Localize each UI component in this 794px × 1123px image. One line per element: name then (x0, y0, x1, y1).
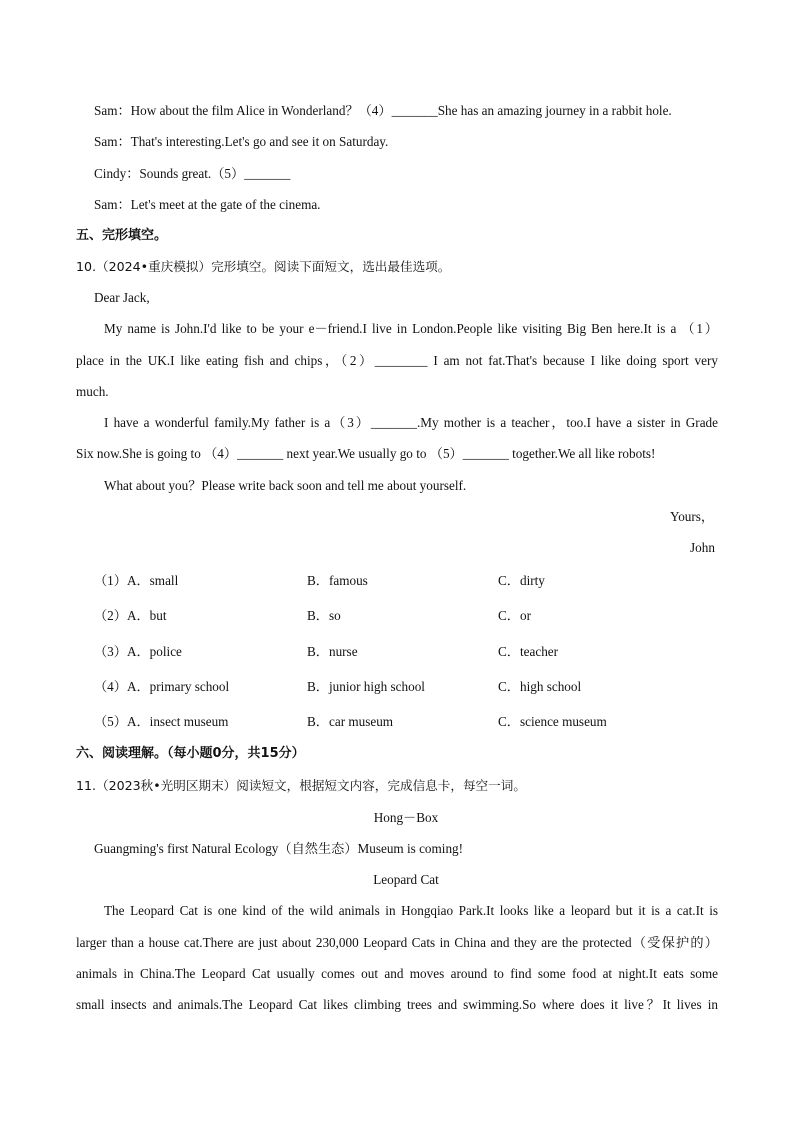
option-2-b: B．so (307, 608, 341, 623)
letter-para1-line1: My name is John.I'd like to be your e－friend.I live in London.People like visiting Big Ben here.It is a （1） (104, 321, 718, 336)
letter-para2-line2: Six now.She is going to （4）_______ next year.We usually go to （5）_______ together.We all like robots! (76, 446, 656, 461)
option-4-c: C．high school (498, 679, 582, 694)
passage-section-title: Leopard Cat (373, 872, 439, 887)
passage-line-4: small insects and animals.The Leopard Cat likes climbing trees and swimming.So where does it live？It lives in (76, 997, 718, 1012)
option-1-b: B．famous (307, 573, 368, 588)
option-3-c: C．teacher (498, 644, 559, 659)
option-4-b: B．junior high school (307, 679, 425, 694)
option-4-a: （4）A．primary school (94, 679, 230, 694)
letter-closing: Yours， (670, 509, 715, 524)
letter-para3: What about you？Please write back soon and tell me about yourself. (104, 478, 467, 493)
letter-para1-line2: place in the UK.I like eating fish and chips，（2）________ I am not fat.That's because I like doing sport very (76, 353, 718, 368)
option-3-a: （3）A．police (94, 644, 182, 659)
dialogue-line-2: Sam：That's interesting.Let's go and see it on Saturday. (94, 134, 389, 149)
option-1-c: C．dirty (498, 573, 545, 588)
question-11-prompt: 11.（2023秋•光明区期末）阅读短文，根据短文内容，完成信息卡，每空一词。 (76, 778, 526, 793)
option-5-b: B．car museum (307, 714, 394, 729)
letter-signature: John (690, 540, 715, 555)
passage-subtitle: Guangming's first Natural Ecology（自然生态）Museum is coming! (94, 841, 464, 856)
passage-line-2: larger than a house cat.There are just about 230,000 Leopard Cats in China and they are the protected（受保护的） (76, 935, 718, 950)
passage-line-3: animals in China.The Leopard Cat usually comes out and moves around to find some food at night.It eats some (76, 966, 718, 981)
letter-para2-line1: I have a wonderful family.My father is a（3）_______.My mother is a teacher，too.I have a sister in Grade (104, 415, 718, 430)
passage-line-1: The Leopard Cat is one kind of the wild animals in Hongqiao Park.It looks like a leopard but it is a cat.It is (104, 903, 718, 918)
section-heading-reading: 六、阅读理解。（每小题0分，共15分） (76, 746, 305, 761)
option-3-b: B．nurse (307, 644, 358, 659)
question-10-prompt: 10.（2024•重庆模拟）完形填空。阅读下面短文，选出最佳选项。 (76, 259, 451, 274)
option-1-a: （1）A．small (94, 573, 179, 588)
option-5-c: C．science museum (498, 714, 607, 729)
letter-para1-line3: much. (76, 384, 109, 399)
option-2-a: （2）A．but (94, 608, 167, 623)
dialogue-line-4: Sam：Let's meet at the gate of the cinema. (94, 197, 321, 212)
section-heading-cloze: 五、完形填空。 (76, 228, 168, 243)
option-5-a: （5）A．insect museum (94, 714, 229, 729)
option-2-c: C．or (498, 608, 531, 623)
letter-salutation: Dear Jack, (94, 290, 150, 305)
passage-title: Hong－Box (373, 810, 439, 825)
dialogue-line-3: Cindy：Sounds great.（5）_______ (94, 166, 291, 181)
dialogue-line-1: Sam：How about the film Alice in Wonderland？（4）_______She has an amazing journey in a rabbit hole. (94, 103, 672, 118)
